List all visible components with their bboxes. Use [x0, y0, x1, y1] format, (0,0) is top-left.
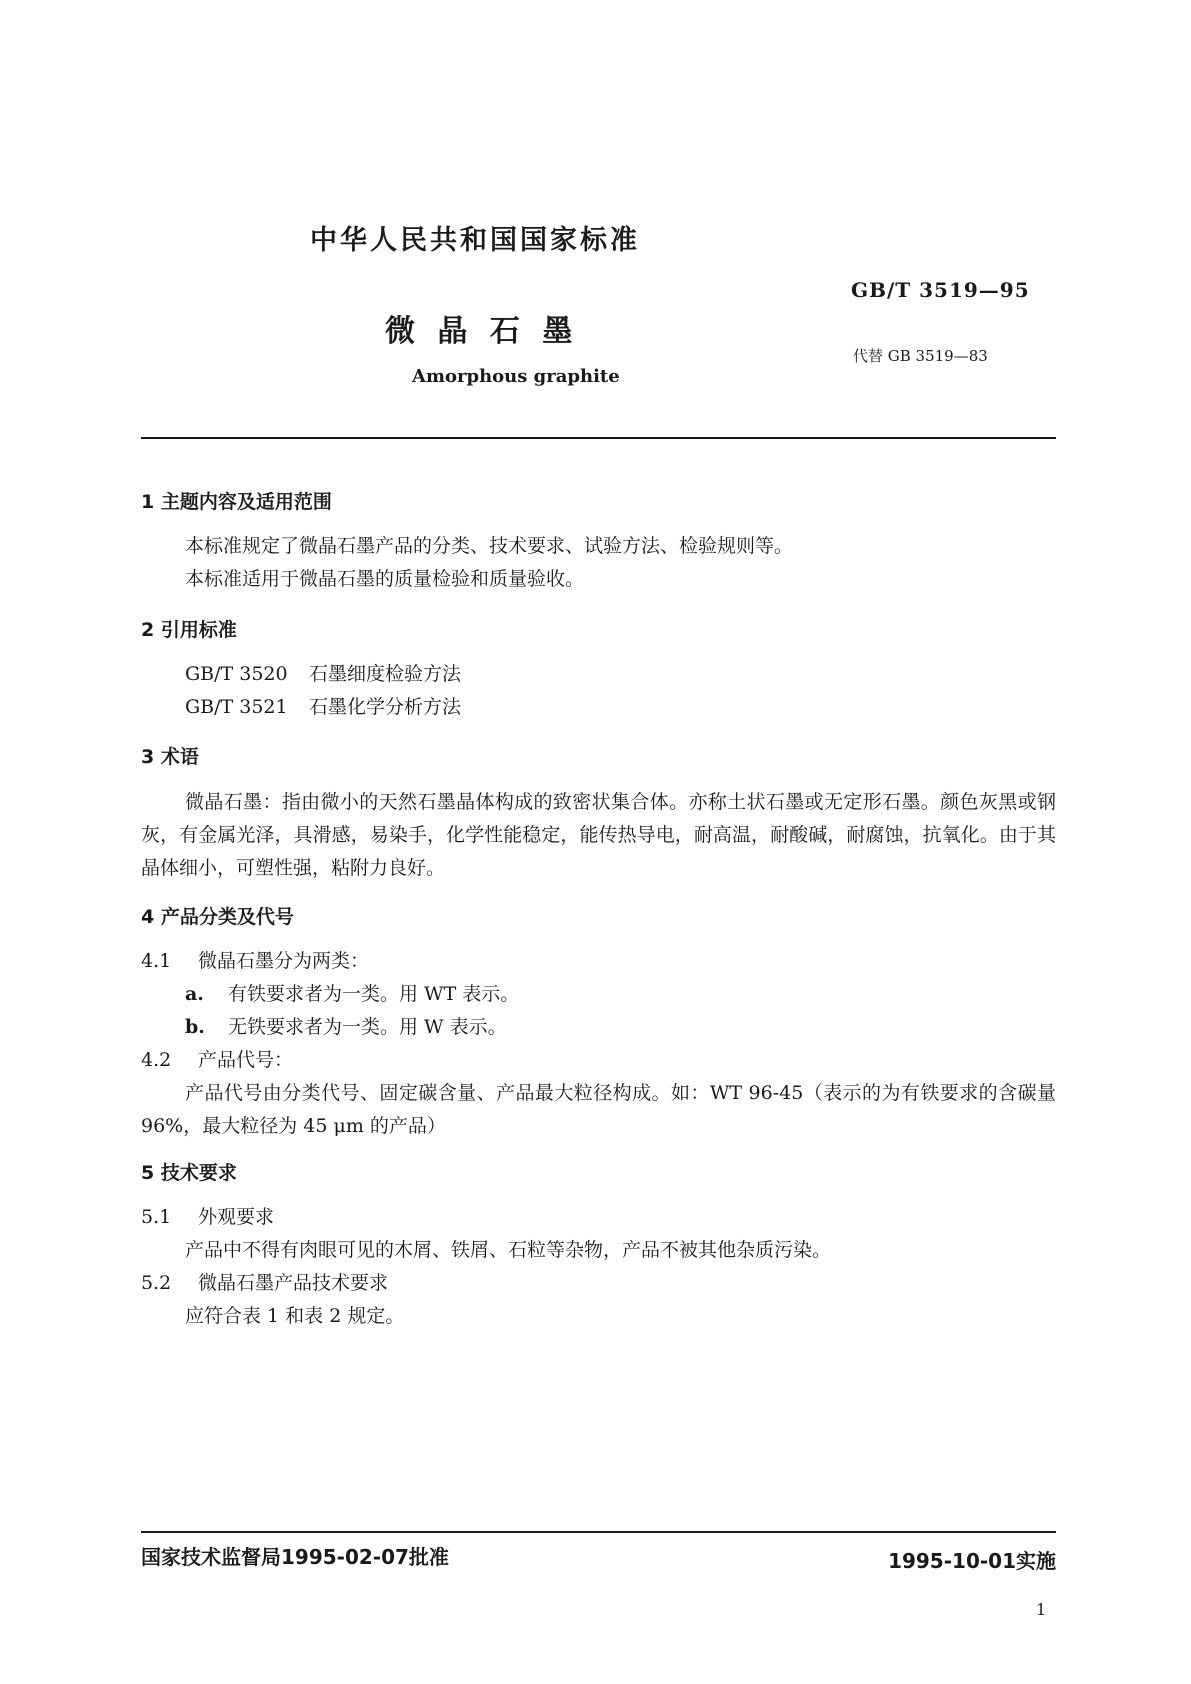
clause-5-1-label: 5.1	[141, 1206, 172, 1228]
implementation-date: 1995-10-01实施	[888, 1549, 1056, 1573]
term-definition: 微晶石墨：指由微小的天然石墨晶体构成的致密状集合体。亦称土状石墨或无定形石墨。颜色灰黑或钢灰，有金属光泽，具滑感，易染手，化学性能稳定，能传热导电，耐高温，耐酸碱，耐腐蚀，抗氧化。由于其晶体细小，可塑性强，粘附力良好。	[141, 791, 1056, 879]
clause-4-2-label: 4.2	[141, 1049, 172, 1071]
list-item-b-label: b.	[185, 1016, 205, 1038]
national-standard-title: 中华人民共和国国家标准	[310, 225, 640, 256]
replaces-standard: 代替 GB 3519—83	[853, 347, 988, 365]
document-title: 微 晶 石 墨	[385, 314, 579, 349]
list-item-b-text: 无铁要求者为一类。用 W 表示。	[228, 1016, 507, 1038]
section-2-heading: 2 引用标准	[141, 619, 237, 641]
product-code-paragraph: 产品代号由分类代号、固定碳含量、产品最大粒径构成。如：WT 96-45（表示的为有铁要求的含碳量96%，最大粒径为 45 μm 的产品）	[141, 1082, 1056, 1137]
footer-divider	[141, 1531, 1056, 1533]
reference-name: 石墨细度检验方法	[309, 663, 462, 685]
reference-code: GB/T 3521	[185, 696, 288, 718]
reference-name: 石墨化学分析方法	[309, 696, 462, 718]
header-divider	[141, 437, 1056, 439]
section-1-paragraph-2: 本标准适用于微晶石墨的质量检验和质量验收。	[185, 568, 585, 590]
clause-5-1-text: 外观要求	[198, 1206, 275, 1228]
clause-4-1-text: 微晶石墨分为两类：	[198, 950, 370, 972]
table-reference: 应符合表 1 和表 2 规定。	[185, 1305, 405, 1327]
reference-code: GB/T 3520	[185, 663, 288, 685]
section-1-paragraph-1: 本标准规定了微晶石墨产品的分类、技术要求、试验方法、检验规则等。	[185, 535, 794, 557]
standard-code: GB/T 3519—95	[851, 278, 1030, 302]
clause-4-1-label: 4.1	[141, 950, 172, 972]
clause-5-2-text: 微晶石墨产品技术要求	[198, 1272, 389, 1294]
page-number: 1	[1036, 1600, 1047, 1619]
section-3-heading: 3 术语	[141, 746, 199, 768]
section-4-heading: 4 产品分类及代号	[141, 906, 294, 928]
approval-line: 国家技术监督局1995-02-07批准	[141, 1545, 449, 1569]
clause-4-2-text: 产品代号：	[198, 1049, 294, 1071]
list-item-a-text: 有铁要求者为一类。用 WT 表示。	[228, 983, 520, 1005]
section-5-heading: 5 技术要求	[141, 1162, 237, 1184]
clause-5-2-label: 5.2	[141, 1272, 172, 1294]
document-title-english: Amorphous graphite	[412, 366, 620, 387]
appearance-requirement: 产品中不得有肉眼可见的木屑、铁屑、石粒等杂物，产品不被其他杂质污染。	[185, 1239, 832, 1261]
section-1-heading: 1 主题内容及适用范围	[141, 491, 332, 513]
list-item-a-label: a.	[185, 983, 204, 1005]
